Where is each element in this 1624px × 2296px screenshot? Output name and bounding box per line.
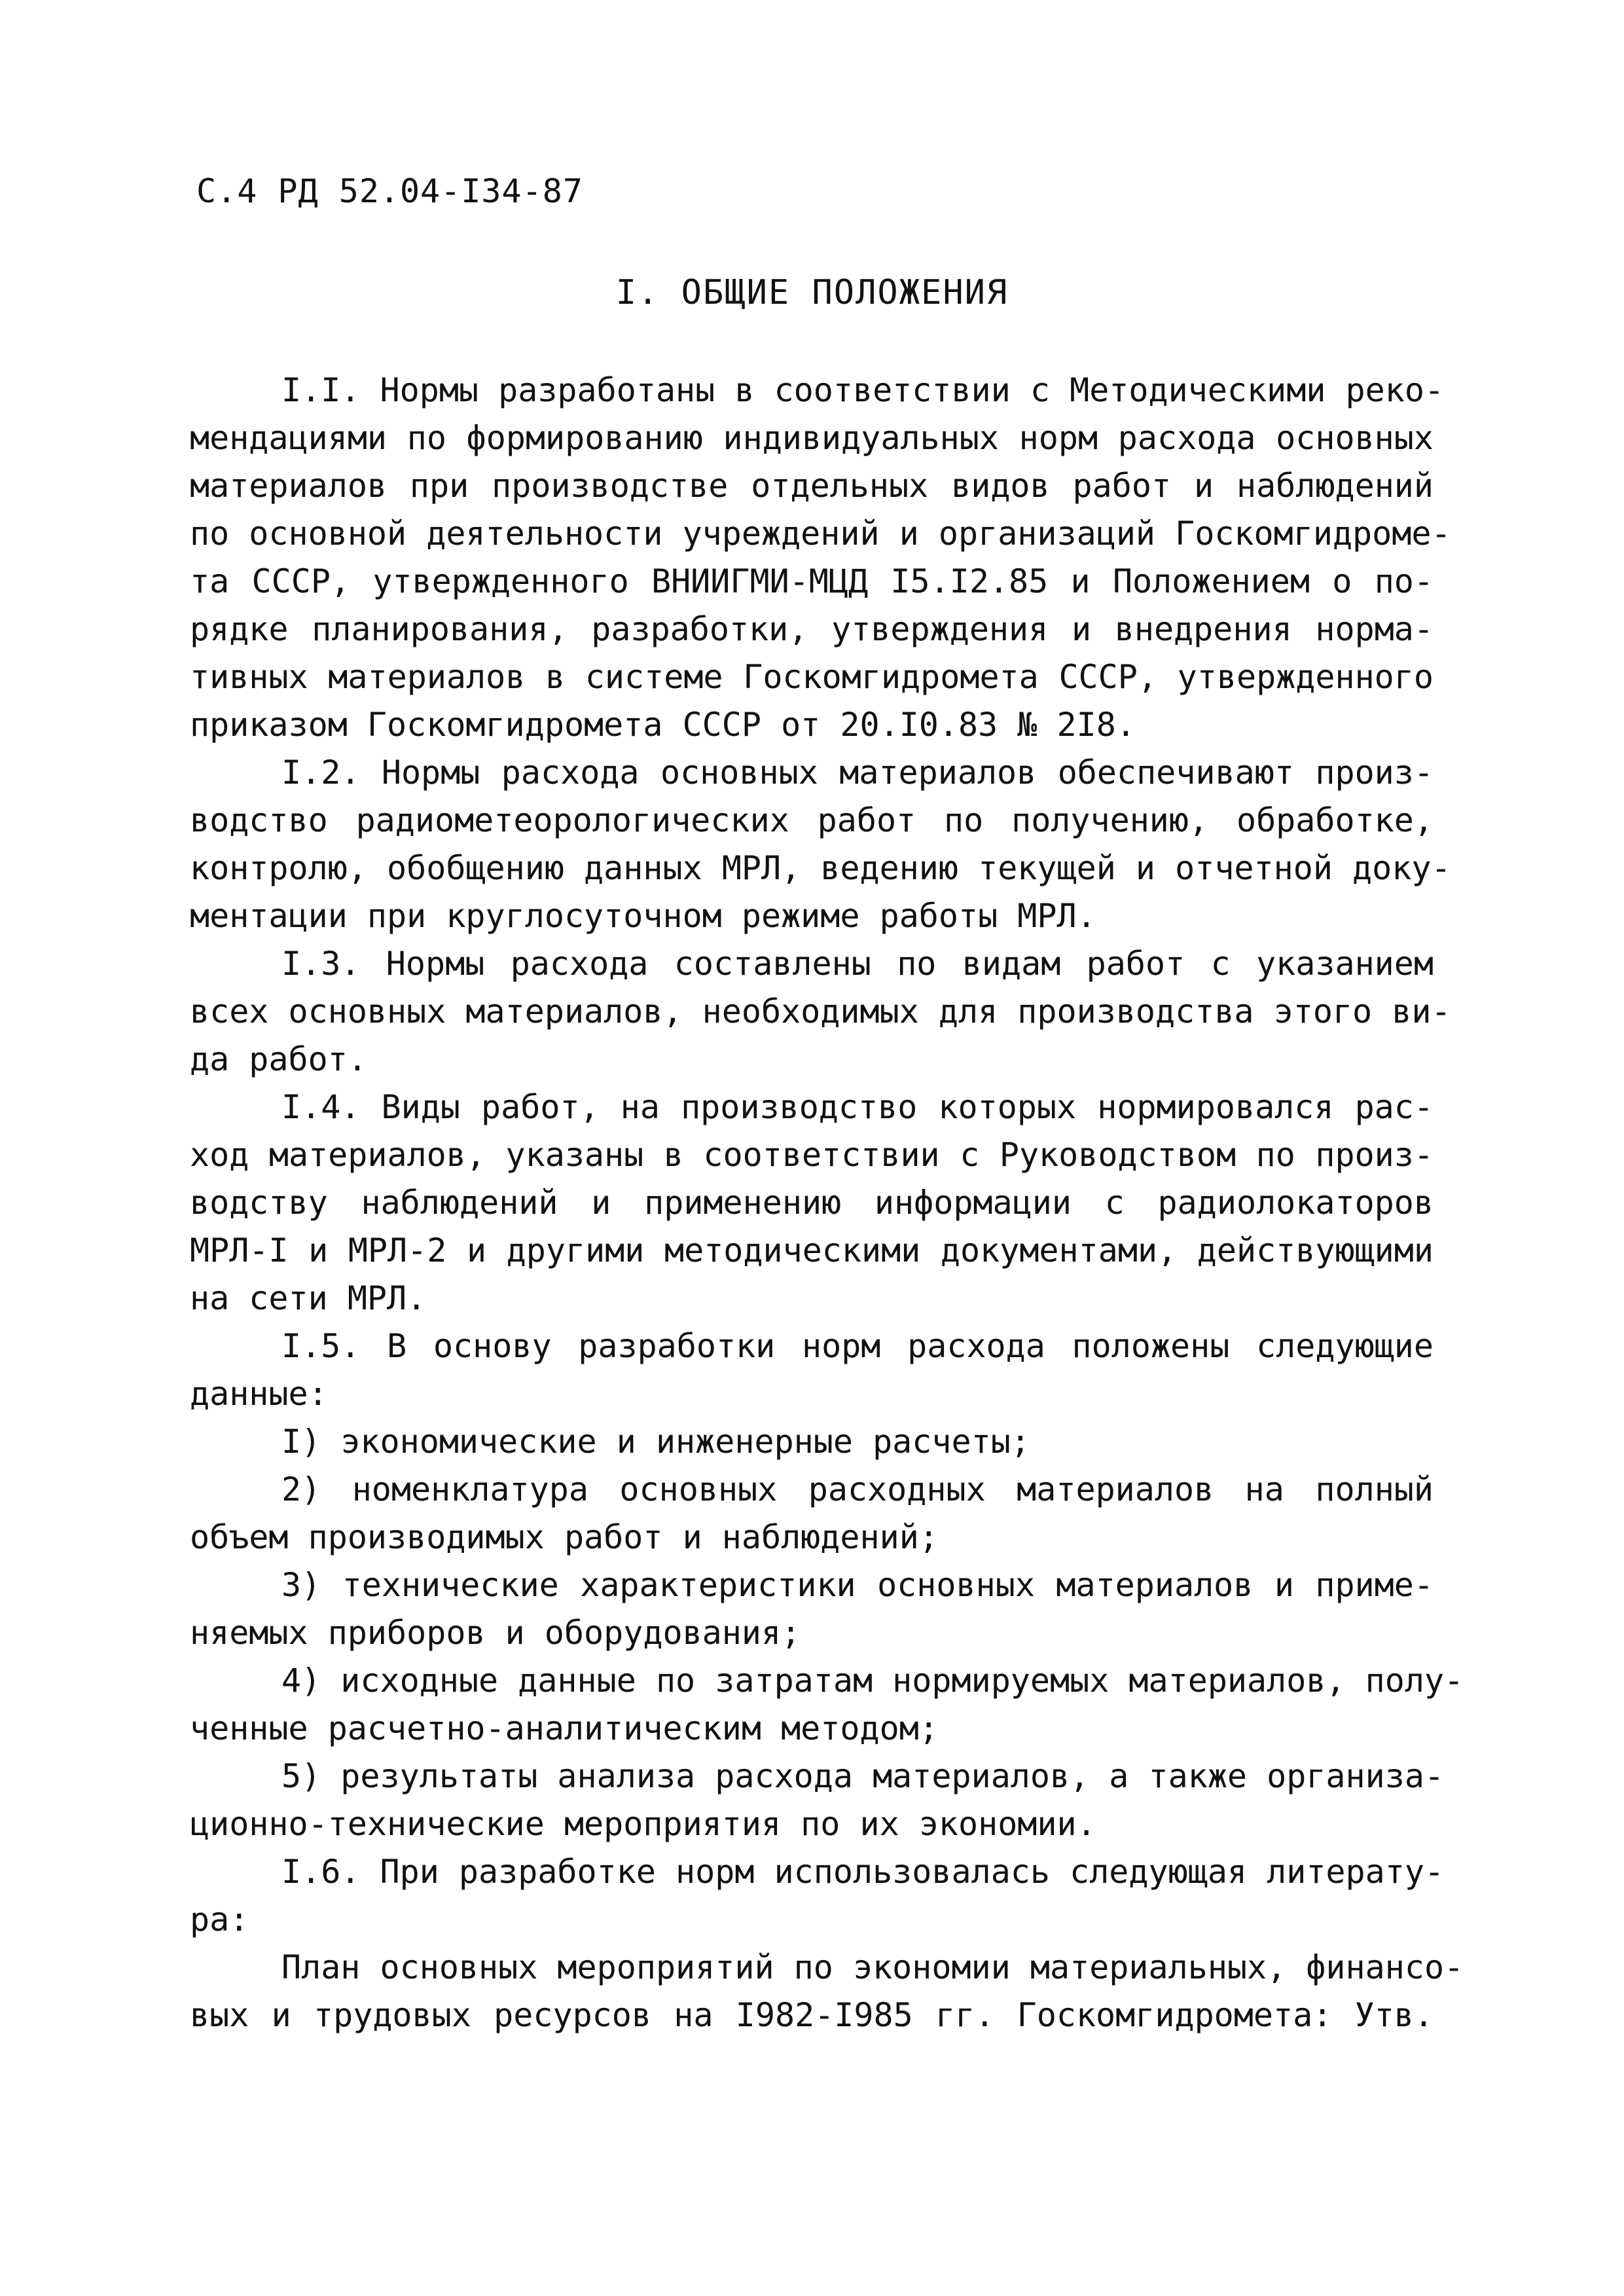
- body-text: [190, 367, 1464, 2039]
- text-line: рядке планирования, разработки, утверждения и внедрения норма-: [190, 610, 1434, 648]
- text-line: I) экономические и инженерные расчеты;: [281, 1423, 1030, 1461]
- text-line: на сети МРЛ.: [190, 1279, 427, 1317]
- text-line: I.I. Нормы разработаны в соответствии с Методическими реко-: [281, 371, 1445, 409]
- text-line: тивных материалов в системе Госкомгидромета СССР, утвержденного: [190, 658, 1434, 696]
- page-header: С.4 РД 52.04-I34-87: [196, 172, 583, 210]
- text-line: водство радиометеорологических работ по получению, обработке,: [190, 801, 1434, 839]
- text-line: I.2. Нормы расхода основных материалов обеспечивают произ-: [281, 754, 1434, 792]
- text-line: контролю, обобщению данных МРЛ, ведению текущей и отчетной доку-: [190, 849, 1451, 887]
- text-line: 2) номенклатура основных расходных материалов на полный: [281, 1470, 1434, 1508]
- text-line: вых и трудовых ресурсов на I982-I985 гг. Госкомгидромета: Утв.: [190, 1996, 1434, 2034]
- text-line: ционно-технические мероприятия по их экономии.: [190, 1805, 1096, 1843]
- text-line: всех основных материалов, необходимых для производства этого ви-: [190, 993, 1451, 1030]
- text-line: 4) исходные данные по затратам нормируемых материалов, полу-: [281, 1662, 1464, 1700]
- text-line: по основной деятельности учреждений и организаций Госкомгидроме-: [190, 515, 1451, 553]
- text-line: данные:: [190, 1375, 328, 1413]
- text-line: да работ.: [190, 1040, 367, 1078]
- text-line: ментации при круглосуточном режиме работы МРЛ.: [190, 897, 1096, 935]
- text-line: водству наблюдений и применению информации с радиолокаторов: [190, 1184, 1434, 1222]
- text-line: I.3. Нормы расхода составлены по видам работ с указанием: [281, 945, 1434, 983]
- text-line: приказом Госкомгидромета СССР от 20.I0.83 № 2I8.: [190, 706, 1136, 744]
- text-line: I.4. Виды работ, на производство которых нормировался рас-: [281, 1088, 1434, 1126]
- text-line: ход материалов, указаны в соответствии с Руководством по произ-: [190, 1136, 1434, 1174]
- text-line: I.6. При разработке норм использовалась следующая литерату-: [281, 1853, 1445, 1891]
- text-line: няемых приборов и оборудования;: [190, 1614, 801, 1652]
- text-line: материалов при производстве отдельных видов работ и наблюдений: [190, 467, 1434, 505]
- text-line: I.5. В основу разработки норм расхода положены следующие: [281, 1327, 1434, 1365]
- text-line: 3) технические характеристики основных материалов и приме-: [281, 1566, 1434, 1604]
- text-line: та СССР, утвержденного ВНИИГМИ-МЦД I5.I2.85 и Положением о по-: [190, 562, 1434, 600]
- text-line: мендациями по формированию индивидуальных норм расхода основных: [190, 419, 1434, 457]
- text-line: 5) результаты анализа расхода материалов, а также организа-: [281, 1757, 1445, 1795]
- text-line: ченные расчетно-аналитическим методом;: [190, 1709, 939, 1747]
- text-line: МРЛ-I и МРЛ-2 и другими методическими документами, действующими: [190, 1231, 1434, 1269]
- text-line: План основных мероприятий по экономии материальных, финансо-: [281, 1948, 1464, 1986]
- text-line: ра:: [190, 1901, 249, 1939]
- section-title: I. ОБЩИЕ ПОЛОЖЕНИЯ: [615, 273, 1009, 312]
- text-line: объем производимых работ и наблюдений;: [190, 1518, 939, 1556]
